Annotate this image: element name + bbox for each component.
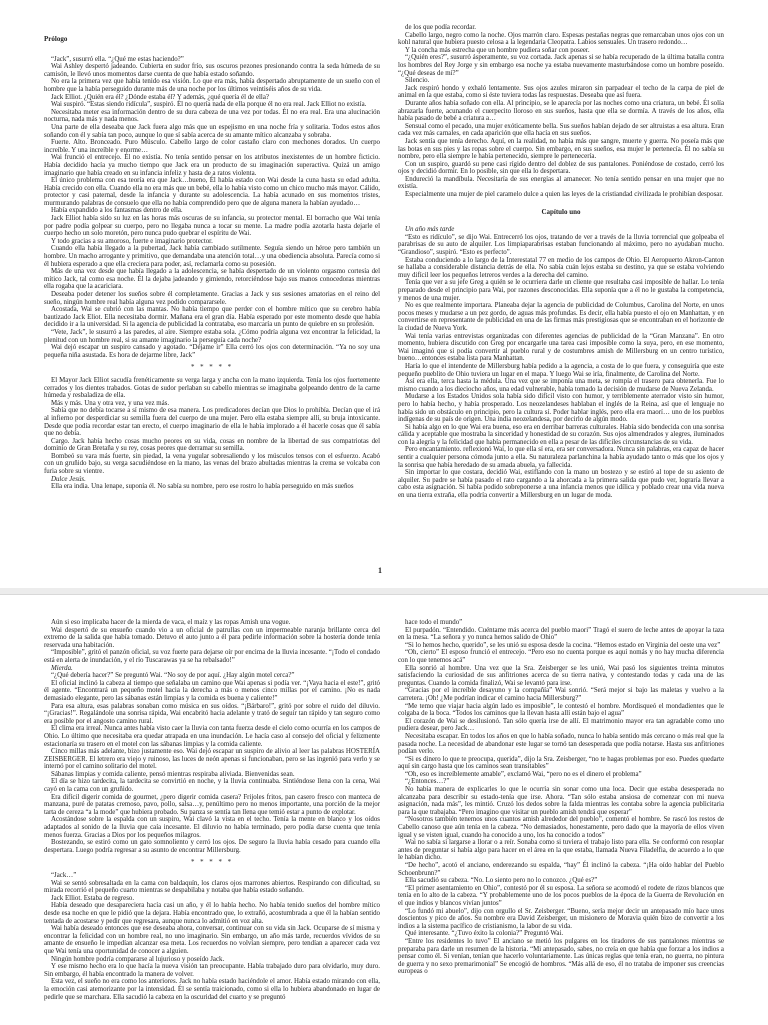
paragraph: El clima era irreal. Nunca antes había visto caer la lluvia con tanta fuerza desde el cielo como ocurría en los campos de Ohio. Lo último que necesitaba era quedar atrapada en una inundación. Le hacía caso al consejo del oficial y felizmente estacionaría su trasero en el motel con las sábanas limpias y la comida caliente. (44, 725, 380, 748)
paragraph: “Vete, Jack”, le susurró a las paredes, al aire. Siempre estaba sola. ¿Cómo podría alguna vez encontrar la felicidad, la plenitud con un hombre real, si su amante imaginario la perseguía cada noche? (44, 328, 380, 344)
page1-left-column (44, 24, 380, 580)
paragraph: Si había algo en lo que Wai era buena, eso era en derribar barreras culturales. Había sido bendecida con una sonrisa cálida y aceptable que mostraba la sinceridad y honestidad de su corazón. Sus ojos almendrados y alegres, iluminados con la alegría y la felicidad que había permanecido en ella a pesar de las difíciles circunstancias de su vida. (398, 423, 724, 446)
paragraph: Cuando ella había llegado a la pubertad, Jack había cambiado sutilmente. Seguía siendo un héroe pero también un hombre. Un macho arrogante y primitivo, que demandaba una atención total…y una obediencia absoluta. Parecía como si él hubiera esperado a que ella creciera para poder, así, reclamarla como su posesión. (44, 245, 380, 268)
paragraph: Ella era india. Una lenape, suponía él. No sabía su nombre, pero ese rostro lo había perseguido en más sueños (51, 483, 354, 491)
paragraph: El oficial inclinó la cabeza al tiempo que señalaba un camino que Wai apenas si podía ver. “¡Vaya hacia el este!”, gritó él agente. “Encontrará un pequeño motel hacia la derecha a más o menos cinco millas por el camino. ¡No es nada demasiado elegante, pero las sábanas están limpias y la comida es buena y caliente!” (44, 679, 380, 702)
page2-right-column (398, 619, 724, 1024)
paragraph: Ella sonrió al hombre. Una vez que la Sra. Zeisberger se les unió, Wai pasó los siguientes treinta minutos satisfaciendo la curiosidad de sus anfitriones acerca de su tierra nativa, y contestando todas y cada una de las preguntas. Cuando la comida finalizó, Wai se levantó para irse. (398, 664, 724, 687)
page2-left-paragraphs (44, 619, 380, 854)
paragraph: Especialmente una mujer de piel caramelo dulce a quien las leyes de la cristiandad civilizada le prohibían desposar. (405, 191, 723, 199)
paragraph: Jack Elliot. ¿Quién era él? ¿Dónde estaba él? Y además, ¿qué quería él de ella? (51, 93, 269, 101)
page-number: 1 (378, 566, 382, 575)
paragraph: Una parte de ella deseaba que Jack fuera algo más que un espejismo en una noche fría y solitaria. Todos estos años soñando con él y sabía tan poco, aunque lo que sí sabía acerca de su amante mítico alcanzaba y sobraba. (44, 123, 380, 139)
paragraph: Bombeó su vara más fuerte, sin piedad, la vena yugular sobresaliendo y los músculos tensos con el esfuerzo. Acabó con un gruñido bajo, su verga sacudiéndose en la mano, las venas del brazo abultadas mientras la crema se volcaba con furia sobre su vientre. (44, 452, 380, 476)
paragraph: Ella sacudió su cabeza. “No. Lo siento pero no lo conozco. ¿Qué es?” (405, 877, 598, 885)
paragraph: Más y más. Una y otra vez, y una vez más. (51, 399, 170, 407)
paragraph: Esta vez, el sueño no era como los anteriores. Jack no había estado haciéndole el amor. Había estado mirando con ella, la emoción casi atemorizante por la intensidad. Él se sentía traicionado, como si ella lo hubiera abandonado en lugar de pedirle que se marchara. Ella sacudió la cabeza en la oscuridad del cuarto y se preguntó (44, 978, 380, 1001)
paragraph: Y ese mismo hecho era lo que hacía la nueva visión tan preocupante. Había trabajado duro para olvidarlo, muy duro. Sin embargo, él había encontrado la manera de volver. (44, 963, 380, 978)
paragraph: Para esa altura, esas palabras sonaban como música en sus oídos. “¡Bárbaro!”, gritó por sobre el ruido del diluvio. “¡Gracias!”. Regalándole una sonrisa rápida, Wai encabritó hacia adelante y trató de seguir tan rápido y tan seguro como era posible por el angosto camino rural. (44, 702, 380, 725)
section-separator-2: * * * * * (190, 859, 234, 867)
page2-left-paragraphs-2 (44, 872, 380, 1001)
paragraph: hace todo el mundo” (405, 619, 463, 626)
paragraph: Wai frunció el entrecejo. Él no existía. No tenía sentido pensar en los atributos inexistentes de un hombre ficticio. Había decidido hacía ya mucho tiempo que Jack era un producto de su imaginación superactiva. Quizá un amigo imaginario que había creado en su infancia infeliz y hasta de a ratos violenta. (44, 154, 380, 177)
paragraph: Era difícil digerir comida de gourmet, ¿pero digerir comida casera? Frijoles fritos, pan casero fresco con manteca de manzana, puré de patatas cremoso, pavo, pollo, salsa…y, penúltimo pero no menos importante, una porción de la mejor tarta de cereza “a la mode” que hubiera probado. Su panza se sentía tan llena que temió estar a punto de explotar. (44, 793, 380, 816)
paragraph: Deseaba poder detener los sueños sobre él completamente. Gracias a Jack y sus sesiones amatorias en el reino del sueño, ningún hombre real había alguna vez podido compararsele. (44, 291, 380, 306)
paragraph: Dulce Jesús. (51, 475, 86, 483)
paragraph: Qué interesante. “¿Tuvo éxito la colonia?” Preguntó Wai. (405, 930, 564, 938)
paragraph: Sábanas limpias y comida caliente, pensó mientras respiraba aliviada. Bienvenidas sean. (51, 770, 295, 778)
paragraph: El purpadón. “Entendido. Cuéntame más acerca del pueblo maori” Tragó el suero de leche antes de apoyar la taza en la mesa. “La señora y yo nunca hemos salido de Ohio” (398, 626, 724, 642)
paragraph: Wai tenía varias entrevistas organizadas con diferentes agencias de publicidad de la “Gran Manzana”. En otro momento, hubiera discutido con Greg por encargarle una tarea casi imposible como la suya, pero, en ese momento, Wai imaginó que si podía convertir al pueblo rural y de costumbres amish de Millersburg en un centro turístico, bueno…entonces estaba lista para Manhattan. (398, 332, 724, 363)
paragraph: Jack respiró hondo y exhaló lentamente. Sus ojos azules miraron sin parpadear el techo de la carpa de piel de animal en la que estaba, como si éste tuviera todas las respuestas. Deseaba que así fuera. (398, 84, 724, 100)
paragraph: Estaba conduciendo a lo largo de la Interestatal 77 en medio de los campos de Ohio. El Aeropuerto Akron-Canton se hallaba a considerable distancia detrás de ella. No sabía cuán lejos estaba su destino, ya que se estaba volviendo muy difícil leer los pequeños letreros verdes a la derecha del camino. (398, 256, 724, 279)
paragraph: Necesitaba meter esa información dentro de su dura cabeza de una vez por todas. Él no era real. Era una alucinación nocturna, nada más y nada menos. (44, 108, 380, 124)
paragraph: Así era ella, terca hasta la médula. Una vez que se imponía una meta, se rompía el trasero para obtenerla. Fue lo mismo cuando a los dieciocho años, una edad vulnerable, había tomado la decisión de mudarse de Nueva Zelanda. (398, 378, 724, 393)
page1-left-paragraphs (44, 56, 380, 360)
paragraph: “Imposible”, gritó el panzón oficial, su voz fuerte para dejarse oír por encima de la lluvia incesante. “¡Todo el condado está en alerta de inundación, y el río Tuscarawas ya se ha rebalsado!” (44, 649, 380, 664)
paragraph: Necesitaba escapar. En todos los años en que lo había soñado, nunca lo había sentido más cercano o más real que la pasada noche. La necesidad de abandonar este lugar se tornó tan desesperada que podía notarse. Hasta sus anfitriones podían verlo. (398, 732, 724, 756)
page2-right-paragraphs (398, 619, 724, 976)
paragraph: Wai no sabía si largarse a llorar o a reír. Sonaba como si tuviera el trabajo listo para ella. Se conformó con resoplar antes de preguntar si había algo para hacer en el área en la que estaba, llamada Nueva Filadelfia, de acuerdo a lo que le habían dicho. (398, 839, 724, 862)
paragraph: “¿Quién eres?”, susurró ásperamente, su voz cortada. Jack apenas si se había recuperado de la última batalla contra los hombres del Rey Jorge y sin embargo esa noche ya estaba nuevamente masturbándose como un hombre poseído. “¿Qué deseas de mí?” (398, 54, 724, 77)
page1-left-paragraphs-2 (44, 377, 380, 491)
paragraph: Sabía que no debía tocarse a sí mismo de esa manera. Los predicadores decían que Dios lo prohibía. Decían que el irá al infierno por desperdiciar su semilla fuera del cuerpo de una mujer. Pero ella estaba siempre allí, su bruja intoxicante. Desde que podía recordar estar tan erecto, el cuerpo imaginario de ella le había implorado a él hacerle cosas que él sabía que no debía. (44, 407, 380, 438)
paragraph: “El primer asentamiento en Ohio”, contestó por él su esposa. La señora se acomodó el rodete de rizos blancos que tenía en lo alto de la cabeza. “Y probablemente uno de los pocos pueblos de la época de la Guerra de Revolución en el que indios y blancos vivían juntos” (398, 884, 724, 907)
paragraph: Jack Elliot había sido su luz en las horas más oscuras de su infancia, su protector mental. El borracho que Wai tenía por padre podía golpear su cuerpo, pero no llegaba nunca a tocar su mente. La madre podía azotarla hasta dejarle el cuerpo hecho un solo moretón, pero nunca pudo quebrar el espíritu de Wai. (44, 215, 380, 238)
paragraph: Ningún hombre podría compararse al lujurioso y poseído Jack. (51, 955, 225, 963)
paragraph: Haría lo que el intendente de Millersburg había pedido a la agencia, a costa de lo que fuera, y conseguiría que este pequeño pueblito de Ohio tuviera un lugar en el mapa. Y luego Wai se iría, finalmente, de Carolina del Norte. (398, 362, 724, 378)
paragraph: “Nosotros también tenemos unos cuantos amish alrededor del pueblo”, comentó el hombre. Se rascó los restos de Cabello canoso que aún tenía en la cabeza. “No demasiados, honestamente, pero dado que la mayoría de ellos viven igual y se visten igual, cuando ha conocido a uno, los ha conocido a todos” (398, 816, 724, 839)
paragraph: No era la primera vez que había tenido esa visión. Lo que era más, había despertado abruptamente de un sueño con el hombre que la había perseguido durante más de una noche por los últimos veintiséis años de su vida. (44, 78, 380, 93)
paragraph: “De hecho”, acotó el anciano, enderezando su espalda, “hay” Él inclinó la cabeza. “¡Ha oído hablar del Pueblo Schoenbrunn?” (398, 862, 724, 877)
paragraph: Wai despertó de su ensueño cuando vio a un oficial de patrullas con un impermeable naranja brillante cerca del extremo de la salida que había tomado. Detuvo el auto junto a él para pedirle información sobre la hostería donde tenía reservada una habitación. (44, 626, 380, 649)
paragraph: Cabello largo, negro como la noche. Ojos marrón claro. Espesas pestañas negras que remarcaban unos ojos con un kohl natural que hubiera puesto celosa a la legendaria Cleopatra. Labios sensuales. Un trasero redondo… (398, 31, 724, 47)
paragraph: “Gracias por el increíble desayuno y la compañía” Wai sonrió. “Será mejor si bajo las maletas y vuelvo a la carretera. ¡Oh! ¿Me podrían indicar el camino hacia Millersburg?” (398, 687, 724, 702)
chapter-heading: Capítulo uno (541, 207, 581, 216)
paragraph: Bostezando, se estiró como un gato somnoliento y cerró los ojos. De seguro la lluvia había cesado para cuando ella despertara. Luego podría regresar a su asunto de encontrar Millersburg. (44, 839, 380, 854)
paragraph: Fuerte. Alto. Bronceado. Puro Músculo. Cabello largo de color castaño claro con mechones dorados. Un cuerpo increíble. Y una increíble y enorme… (44, 139, 380, 154)
paragraph: Durante años había soñado con ella. Al principio, se le aparecía por las noches como una criatura, un bebé. Él solía abrazarla fuerte, acunando el cuerpecito lloroso en sus sueños, hasta que ella se dormía. A través de los años, ella había pasado de bebé a criatura a… (398, 99, 724, 123)
paragraph: Había deseado que desapareciera hacía casi un año, y él lo había hecho. No había tenido sueños del hombre mítico desde esa noche en que le pidió que la dejara. Había encontrado que, lo extrañó, acostumbrada a que él la habían sentido tentada de acostarse y pedir que regresara, aunque nunca lo admitió en voz alta. (44, 902, 380, 925)
paragraph: Tenía que ver a su jefe Greg a quién se le ocurriera darle un cliente que resultaba casi imposible de hallar. Lo tenía preparado desde el principio para Wai, por razones desconocidas. Ella suponía que a él no le gustaba la competencia, y menos de una mujer. (398, 279, 724, 302)
paragraph: Mierda. (51, 664, 73, 672)
page1-right-paragraphs (398, 24, 724, 199)
paragraph: Cargo. Jack había hecho cosas mucho peores en su vida, cosas en nombre de la libertad de sus compatriotas del dominio de Gran Bretaña y su rey, cosas peores que derramar su semilla. (44, 437, 380, 453)
paragraph: Jack sentía que tenía derecho. Aquí, en la realidad, no había más que sangre, muerte y guerra. No poseía más que las botas en sus pies y las ropas sobre el cuerpo. Sin embargo, en sus sueños, esa mujer le pertenecía. Él no sabía su nombre, pero ella siempre le había pertenecido, siempre le pertenecería. (398, 137, 724, 161)
paragraph: Aún si eso implicaba hacer de la mierda de vaca, el maíz y las ropas Amish una vogue. (51, 619, 291, 626)
page2-left-column (44, 619, 380, 1024)
prologue-heading: Prólogo (44, 35, 68, 43)
paragraph: de los que podía recordar. (405, 24, 476, 31)
paragraph: “Si lo hemos hecho, querido”, se les unió su esposa desde la cocina. “Hemos estado en Virginia del oeste una vez” (405, 641, 721, 649)
paragraph: Cinco millas más adelante, bizo justamente eso. Wai dejó escapar un suspiro de alivio al leer las palabras HOSTERÍA ZEISBERGER. El letrero era viejo y ruinoso, las luces de neón apenas si funcionaban, pero se las ingenió para verlo y se internó por el camino solitario del motel. (44, 748, 380, 771)
paragraph: Mudarse a los Estados Unidos sola había sido difícil visto con humor, y terriblemente aterrador visto sin humor, pero lo había hecho, y había prosperado. Los neozelandeses hablaban el inglés de la Reina, así que el lenguaje no había sido un obstáculo en principio, pero la cultura sí. Poder hablar inglés, pero ella era maorí… uno de los pueblos indígenas de su país de origen. Una india neozelandesa, por decirlo de algún modo. (398, 393, 724, 424)
paragraph: “Jack…” (51, 872, 77, 879)
paragraph: Acostándose sobre la espalda con un suspiro, Wai clavó la vista en el techo. Tenía la mente en blanco y los oídos adaptados al sonido de la lluvia que caía incesante. El diluvio no había terminado, pero podía darse cuenta que tenía menos fuerza. Gracias a Dios por los pequeños milagros. (44, 816, 380, 839)
page1-right-paragraphs-2 (398, 226, 724, 499)
paragraph: No es que realmente importara. Planeaba dejar la agencia de publicidad de Columbus, Carolina del Norte, en unos pocos meses y mudarse a un pez gordo, de aguas más profundas. Es decir, ella había puesto el ojo en Manhattan, y en convertirse en representante de publicidad en una de las firmas más prestigiosas que se encontraban en el horizonte de la ciudad de Nueva York. (398, 302, 724, 332)
paragraph: Con un suspiro, guardó su pene casi rígido dentro del doblez de sus pantalones. Poniéndose de costado, cerró los ojos y decidió dormir. En lo posible, sin que ella lo despertara. (398, 160, 724, 176)
paragraph: “Entre los residentes lo tuvo” El anciano se metió los pulgares en los tiradores de sus pantalones mientras se preparaba para darle un resumen de la historia. “Mi antepasado, sabes, no creía en que había que forzar a los indios a pensar como él. Si venían, tenían que hacerlo voluntariamente. Las únicas reglas que tenía eran, no guerra, no pintura de guerra y no sexo premarimonial” Se encogió de hombros. “Más allá de eso, él no trataba de imponer sus creencias europeas o (398, 937, 724, 976)
paragraph: El único problema con esa teoría era que Jack…bueno, Él había estado con Wai desde la cuna hasta su edad adulta. Había crecido con ella. Cuando ella no era más que un bebé, ella lo había visto como un chico mucho más mayor. Cálido, protector y casi paternal, desde la infancia y durante su adolescencia. La había acunado en sus momentos tristes, murmurando palabras de consuelo que ella no había comprendido pero que de alguna manera la habían ayudado… (44, 177, 380, 207)
paragraph: “¿Qué debería hacer?” Se preguntó Wai. “No soy de por aquí. ¿Hay algún motel cerca?” (51, 672, 295, 680)
paragraph: “Oh, eso es increíblemente amable”, exclamó Wai, “pero no es el dinero el problema” (405, 770, 642, 778)
paragraph: El Mayor Jack Elliot sacudía frenéticamente su verga larga y ancha con la mano izquierda. Tenía los ojos fuertemente cerrados y los dientes trabados. Gotas de sudor perlaban su cabello mientras se imaginaba golpeando dentro de la carne húmeda y resbaladiza de ella. (44, 376, 380, 400)
paragraph: Pero encantamiento. reflexionó Wai, lo que ella sí era, era ser conversadora. Nunca sin palabras, era capaz de hacer sentir a cualquier persona cómoda junto a ella. Su naturaleza parlanchina la había ayudado tanto o más que los ojos y la sonrisa que había heredado de su amada abuela, ya fallecida. (398, 446, 724, 469)
paragraph: Wai Ashley despertó jadeando. Cubierta en sudor frío, sus oscuros pezones presionando contra la seda húmeda de su camisón, le llevó unos momentos darse cuenta de que había estado soñando. (44, 63, 380, 78)
paragraph: Wai se sentó sobresaltada en la cama con baldaquín, los claros ojos marrones abiertos. Respirando con dificultad, su mirada recorrió el pequeño cuarto mientras se despabilaba y notaba que había estado soñando. (44, 879, 380, 895)
paragraph: “Lo fundó mi abuelo”, dijo con orgullo el Sr. Zeisberger. “Bueno, sería mejor decir un antepasado mío hace unos doscientos y pico de años. Su nombre era David Zeisberger, un misionero de Moravia quién bizo de convertir a los indios a la sistema pacífico de cristianismo, la labor de su vida. (398, 907, 724, 930)
paragraph: Y la concha más estrecha que un hombre pudiera soñar con poseer. (405, 46, 590, 54)
paragraph: Había expandido a los fantasmas dentro de ella. (51, 207, 183, 215)
paragraph: Wai suspiró. “Estas siendo ridícula”, suspiró. Él no quería nada de ella porque él no era real. Jack Elliot no existía. (51, 101, 367, 109)
paragraph: El corazón de Wai se desilusionó. Tan sólo quería irse de allí. El matrimonio mayor era tan agradable como uno pudiera desear, pero Jack… (398, 717, 724, 733)
paragraph: Y todo gracias a su amoroso, fuerte e imaginario protector. (51, 237, 213, 245)
paragraph: “Jack”, susurró ella. “¿Qué me estas haciendo?” (51, 55, 184, 63)
page1-right-column (398, 24, 724, 580)
paragraph: Un año más tarde (405, 226, 455, 234)
paragraph: Wai había deseado entonces que ese deseaba ahora, conversar, continuar con su vida sin Jack. Ocuparse de sí misma y encontrar la felicidad con un hombre real, no uno imaginario. Sin embargo, un año más tarde, recuerdos vívidos de su amante de ensueño le impedían alcanzar esa meta. Los recuerdos no volvían siempre, pero tendían a aparecer cada vez que Wai tenía una oportunidad de conocer a alguien. (44, 925, 380, 955)
paragraph: No había manera de explicarles lo que le ocurría sin sonar como una loca. Decir que estaba desesperada no alcanzaba para describir su estado-tenía que irse. Ahora. “Tan sólo estaba ansiosa de comenzar con mi nueva asignación, nada más”, les mintió. Cruzó los dedos sobre la falda mientras les contaba sobre la agencia publicitaria para la que trabajaba. “Pero imagino que visitar un pueblo amish tendrá que esperar” (398, 786, 724, 816)
paragraph: Silencio. (405, 77, 430, 85)
paragraph: Wai dejó escapar un suspiro cansado y agotado. “Déjame ir” Ella cerró los ojos con determinación. “Ya no soy una pequeña niña asustada. Es hora de dejarme libre, Jack” (44, 344, 380, 359)
paragraph: Endureció la mandíbula. Necesitaría de sus energías al amanecer. No tenía sentido pensar en una mujer que no existía. (398, 175, 724, 191)
paragraph: Sensual como el pecado, una mujer exóticamente bella. Sus sueños habían dejado de ser altruistas a esa altura. Eran cada vez más carnales, en cada aparición que ella hacía en sus sueños. (398, 122, 724, 138)
paragraph: Sin importar lo que costara, decidió Wai, estiflando con la mano un bostezo y se estiró al tope de su asiento de alquiler. Su padre se había pasado el rato cargando a la ahorcada a la primera salida que pudo ver, lograría llevar a cabo esta asignación. Si había podido sobreponerse a una infancia menos que idílica y poblado crear una vida nueva en una tierra extraña, ella podría convertir a Millersburg en un lugar de moda. (398, 469, 724, 500)
paragraph: El día se hizo tardecita, la tardecita se convirtió en noche, y la lluvia continuaba. Sintiéndose llena con la cena, Wai cayó en la cama con un gruñido. (44, 778, 380, 794)
paragraph: Acostada, Wai se cubrió con las mantas. No había tiempo que perder con el hombre mítico que su cerebro había bautizado Jack Eliot. Ella necesitaba dormir. Mañana era el gran día. Había esperado por este momento desde que había decidido ir a la universidad. Si la agencia de publicidad la contrataba, eso marcaría un punto de quiebre en su profesión. (44, 306, 380, 329)
paragraph: “Oh, cierto” El esposo frunció el entrecejo. “Pero eso no cuenta porque es aquí nomás y no hay mucha diferencia con lo que tenemos acá” (398, 649, 724, 664)
paragraph: “Esto es ridículo”, se dijo Wai. Entrecerró los ojos, tratando de ver a través de la lluvia torrencial que golpeaba el parabrisas de su auto de alquiler. Los limpiaparabrisas estaban funcionando al máximo, pero no ayudaban mucho. “Grandioso”, suspiró. “Esto es perfecto”. (398, 233, 724, 257)
paragraph: “Si es dinero lo que te preocupa, querida”, dijo la Sra. Zeisberger, “no te hagas problemas por eso. Puedes quedarte aquí sin cargo hasta que los caminos sean transitables” (398, 755, 724, 771)
section-separator: * * * * * (190, 364, 234, 372)
paragraph: “¿Entonces…?” (405, 778, 450, 786)
paragraph: “Me temo que viajar hacia algún lado es imposible”, le contestó el hombre. Mordisqueó el mondadientes que le colgaba de la boca. “Todos los caminos que la llevan hasta allí están bajo el agua” (398, 702, 724, 718)
paragraph: Más de una vez desde que había llegado a la adolescencia, se había despertado de un violento orgasmo cortesía del mítico Jack, tal como esa noche. Él la dejaba jadeando y gimiendo, retorciéndose bajo sus manos conocedoras mientras ella rogaba que la acariciara. (44, 268, 380, 291)
paragraph: Jack Elliot. Estaba de regreso. (51, 894, 135, 902)
